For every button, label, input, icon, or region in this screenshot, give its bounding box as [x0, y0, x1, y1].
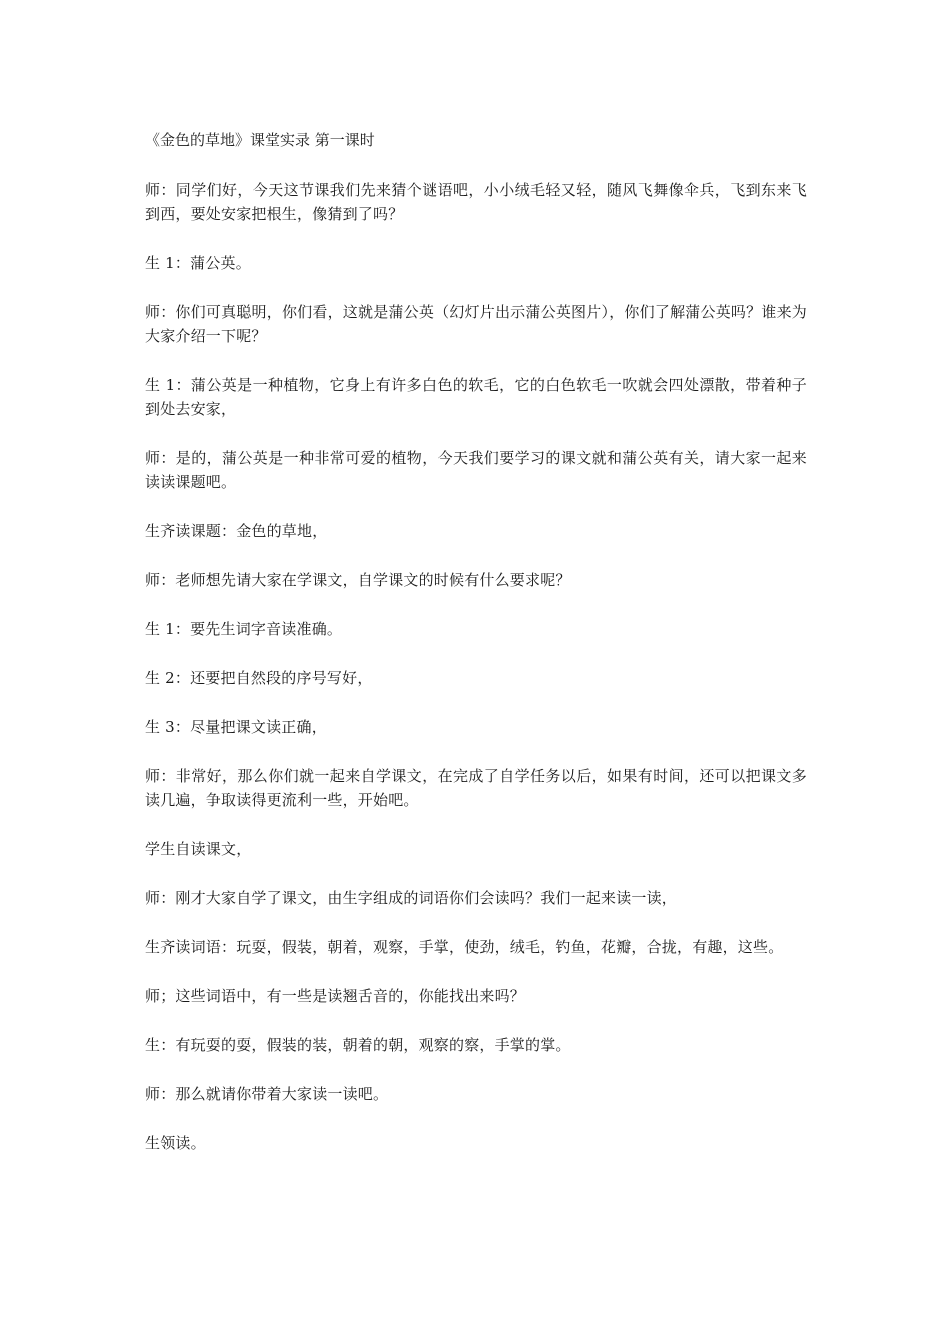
paragraph: 师：那么就请你带着大家读一读吧。 [145, 1085, 389, 1103]
document-title: 《金色的草地》课堂实录 第一课时 [145, 131, 375, 149]
paragraph: 生齐读词语：玩耍，假装，朝着，观察，手掌，使劲，绒毛，钓鱼，花瓣，合拢，有趣，这些。 [145, 938, 784, 956]
paragraph: 师：同学们好，今天这节课我们先来猜个谜语吧，小小绒毛轻又轻，随风飞舞像伞兵，飞到东来飞到西，要处安家把根生，像猜到了吗？ [145, 181, 807, 223]
paragraph: 生 3：尽量把课文读正确， [145, 718, 327, 736]
paragraph: 师：你们可真聪明，你们看，这就是蒲公英（幻灯片出示蒲公英图片），你们了解蒲公英吗？谁来为大家介绍一下呢？ [145, 303, 807, 345]
paragraph: 学生自读课文， [145, 840, 252, 858]
paragraph: 生齐读课题：金色的草地， [145, 522, 328, 540]
paragraph: 生领读。 [145, 1134, 206, 1152]
paragraph: 生 2：还要把自然段的序号写好， [145, 669, 373, 687]
paragraph: 师：是的，蒲公英是一种非常可爱的植物，今天我们要学习的课文就和蒲公英有关，请大家一起来读读课题吧。 [145, 449, 807, 491]
paragraph: 生 1：蒲公英是一种植物，它身上有许多白色的软毛，它的白色软毛一吹就会四处漂散，带着种子到处去安家， [145, 376, 807, 418]
paragraph: 师：刚才大家自学了课文，由生字组成的词语你们会读吗？我们一起来读一读， [145, 889, 678, 907]
paragraph: 师；这些词语中，有一些是读翘舌音的，你能找出来吗？ [145, 987, 526, 1005]
paragraph: 师：老师想先请大家在学课文，自学课文的时候有什么要求呢？ [145, 571, 571, 589]
paragraph: 生 1：蒲公英。 [145, 254, 251, 272]
paragraph: 生 1：要先生词字音读准确。 [145, 620, 343, 638]
document-body [145, 128, 807, 1180]
paragraph: 师：非常好，那么你们就一起来自学课文，在完成了自学任务以后，如果有时间，还可以把课文多读几遍，争取读得更流利一些，开始吧。 [145, 767, 807, 809]
paragraph: 生：有玩耍的耍，假装的装，朝着的朝，观察的察，手掌的掌。 [145, 1036, 571, 1054]
